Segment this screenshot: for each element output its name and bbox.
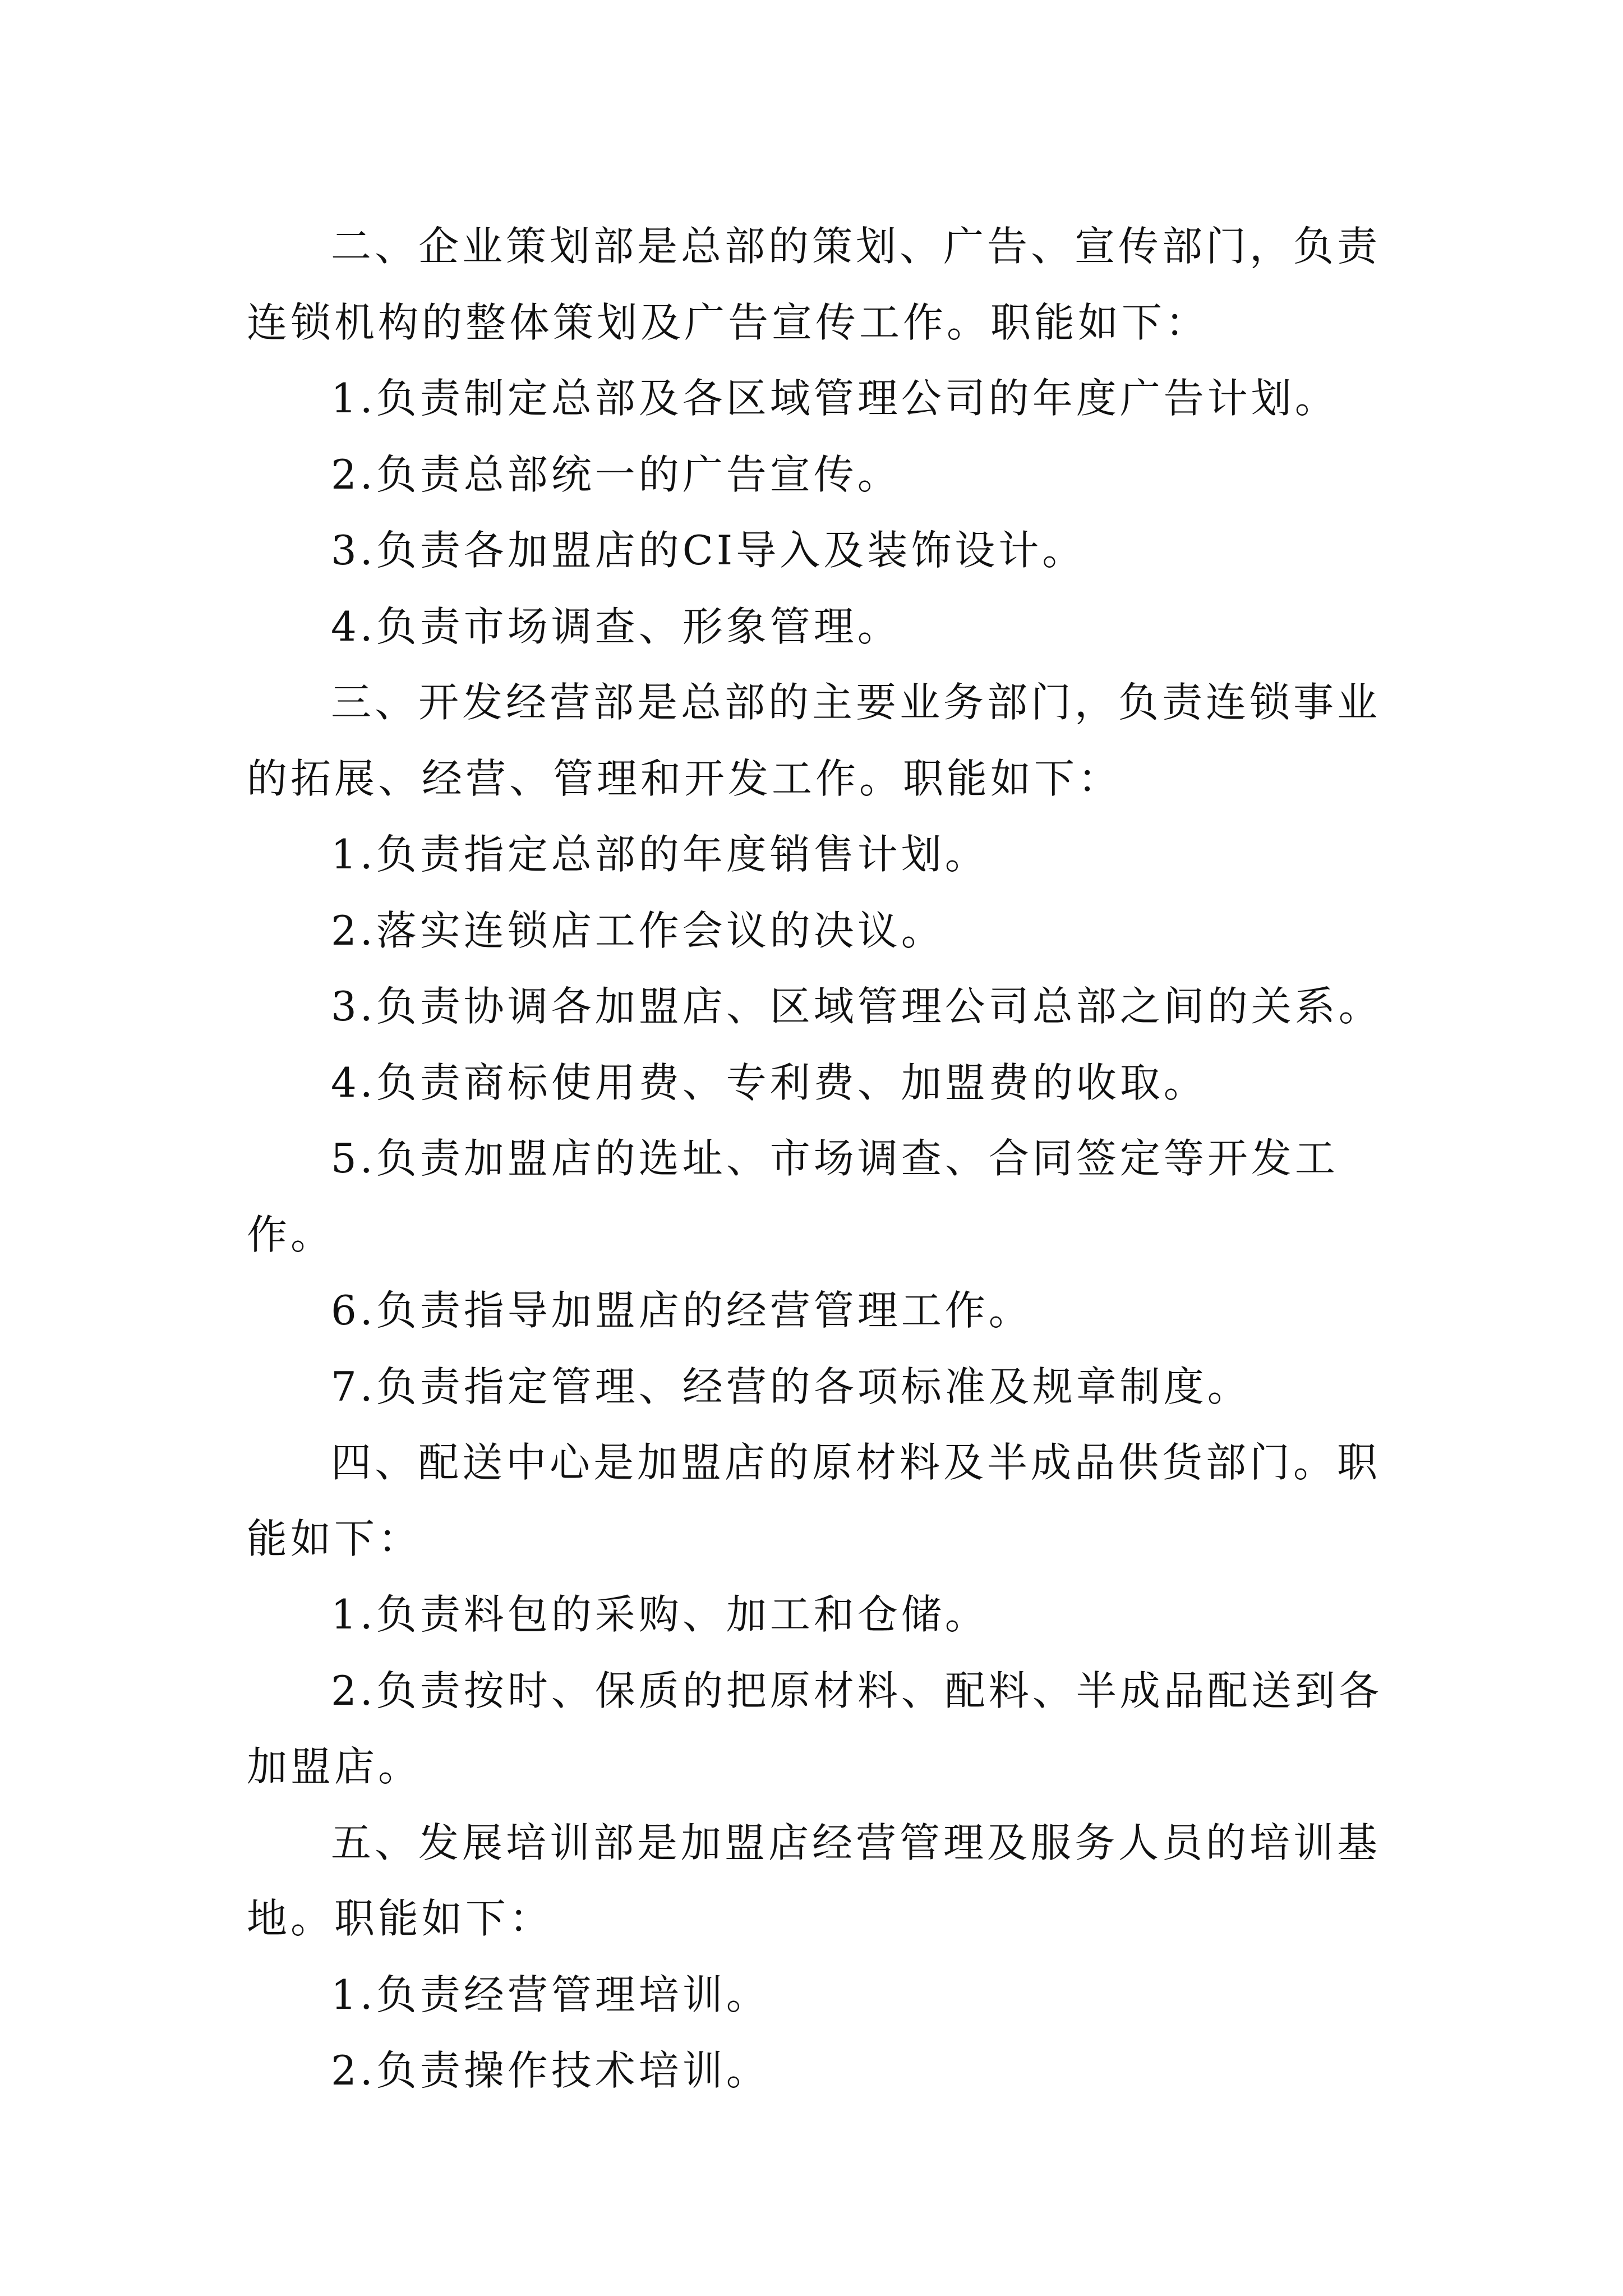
section-heading-training-dept: 五、发展培训部是加盟店经营管理及服务人员的培训基地。职能如下： xyxy=(247,1819,1381,1942)
list-item: 3.负责各加盟店的CI导入及装饰设计。 xyxy=(331,527,1086,574)
list-item: 5.负责加盟店的选址、市场调查、合同签定等开发工作。 xyxy=(247,1135,1339,1258)
list-item: 3.负责协调各加盟店、区域管理公司总部之间的关系。 xyxy=(331,983,1382,1030)
list-item: 1.负责制定总部及各区域管理公司的年度广告计划。 xyxy=(331,375,1339,422)
list-item: 2.负责按时、保质的把原材料、配料、半成品配送到各加盟店。 xyxy=(247,1667,1382,1790)
list-item: 2.负责操作技术培训。 xyxy=(331,2047,770,2094)
section-heading-distribution-center: 四、配送中心是加盟店的原材料及半成品供货部门。职能如下： xyxy=(247,1439,1381,1562)
list-item: 2.落实连锁店工作会议的决议。 xyxy=(331,907,945,954)
list-item: 4.负责商标使用费、专利费、加盟费的收取。 xyxy=(331,1059,1207,1106)
document-body xyxy=(247,209,1385,2109)
list-item: 7.负责指定管理、经营的各项标准及规章制度。 xyxy=(331,1363,1251,1410)
list-item: 1.负责指定总部的年度销售计划。 xyxy=(331,831,989,878)
list-item: 1.负责经营管理培训。 xyxy=(331,1971,770,2018)
section-heading-planning-dept: 二、企业策划部是总部的策划、广告、宣传部门，负责连锁机构的整体策划及广告宣传工作。职能如下： xyxy=(247,223,1381,346)
list-item: 1.负责料包的采购、加工和仓储。 xyxy=(331,1591,989,1638)
section-heading-business-dept: 三、开发经营部是总部的主要业务部门，负责连锁事业的拓展、经营、管理和开发工作。职能如下： xyxy=(247,679,1381,802)
list-item: 6.负责指导加盟店的经营管理工作。 xyxy=(331,1287,1032,1334)
list-item: 4.负责市场调查、形象管理。 xyxy=(331,602,901,650)
list-item: 2.负责总部统一的广告宣传。 xyxy=(331,450,901,498)
